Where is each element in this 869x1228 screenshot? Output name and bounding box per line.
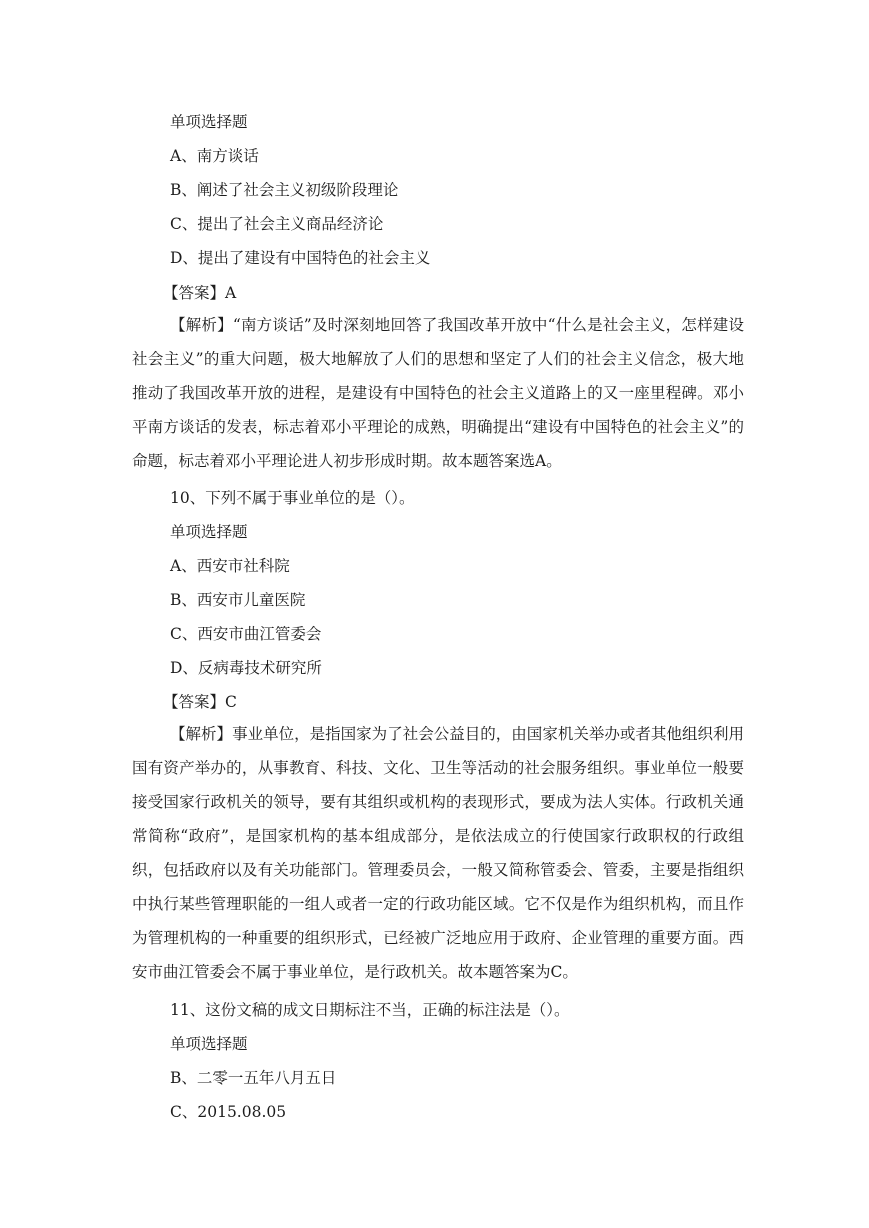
answer-line <box>163 692 237 712</box>
question-text: 11、这份文稿的成文日期标注不当，正确的标注法是（）。 <box>170 1001 570 1019</box>
analysis-label: 【解析】 <box>170 725 233 743</box>
analysis-paragraph <box>132 308 744 478</box>
analysis-label: 【解析】 <box>170 316 233 334</box>
option-c: C、西安市曲江管委会 <box>170 625 322 643</box>
question-text: 10、下列不属于事业单位的是（）。 <box>170 489 415 507</box>
answer-value: A <box>225 284 237 302</box>
option-c: C、提出了社会主义商品经济论 <box>170 215 384 233</box>
option-a: A、西安市社科院 <box>170 557 290 575</box>
question-type: 单项选择题 <box>170 1035 248 1053</box>
option-d: D、提出了建设有中国特色的社会主义 <box>170 249 431 267</box>
answer-label: 【答案】 <box>163 284 226 302</box>
option-b: B、二零一五年八月五日 <box>170 1069 337 1087</box>
analysis-paragraph <box>132 717 744 989</box>
question-type: 单项选择题 <box>170 523 248 541</box>
option-c: C、2015.08.05 <box>170 1103 287 1121</box>
option-d: D、反病毒技术研究所 <box>170 659 322 677</box>
analysis-text: 事业单位，是指国家为了社会公益目的，由国家机关举办或者其他组织利用国有资产举办的，从事教育、科技、文化、卫生等活动的社会服务组织。事业单位一般要接受国家行政机关的领导，要有其组织或机构的表现形式，要成为法人实体。行政机关通常简称“政府”，是国家机构的基本组成部分，是依法成立的行使国家行政职权的行政组织，包括政府以及有关功能部门。管理委员会，一般又简称管委会、管委，主要是指组织中执行某些管理职能的一组人或者一定的行政功能区域。它不仅是作为组织机构，而且作为管理机构的一种重要的组织形式，已经被广泛地应用于政府、企业管理的重要方面。西安市曲江管委会不属于事业单位，是行政机关。故本题答案为C。 <box>132 725 744 981</box>
option-b: B、西安市儿童医院 <box>170 591 306 609</box>
analysis-text: “南方谈话”及时深刻地回答了我国改革开放中“什么是社会主义，怎样建设社会主义”的重大问题，极大地解放了人们的思想和坚定了人们的社会主义信念，极大地推动了我国改革开放的进程，是建设有中国特色的社会主义道路上的又一座里程碑。邓小平南方谈话的发表，标志着邓小平理论的成熟，明确提出“建设有中国特色的社会主义”的命题，标志着邓小平理论进人初步形成时期。故本题答案选A。 <box>132 316 744 470</box>
answer-label: 【答案】 <box>163 693 226 711</box>
option-b: B、阐述了社会主义初级阶段理论 <box>170 181 399 199</box>
answer-value: C <box>225 693 237 711</box>
answer-line <box>163 283 236 303</box>
question-type: 单项选择题 <box>170 113 248 131</box>
option-a: A、南方谈话 <box>170 147 259 165</box>
